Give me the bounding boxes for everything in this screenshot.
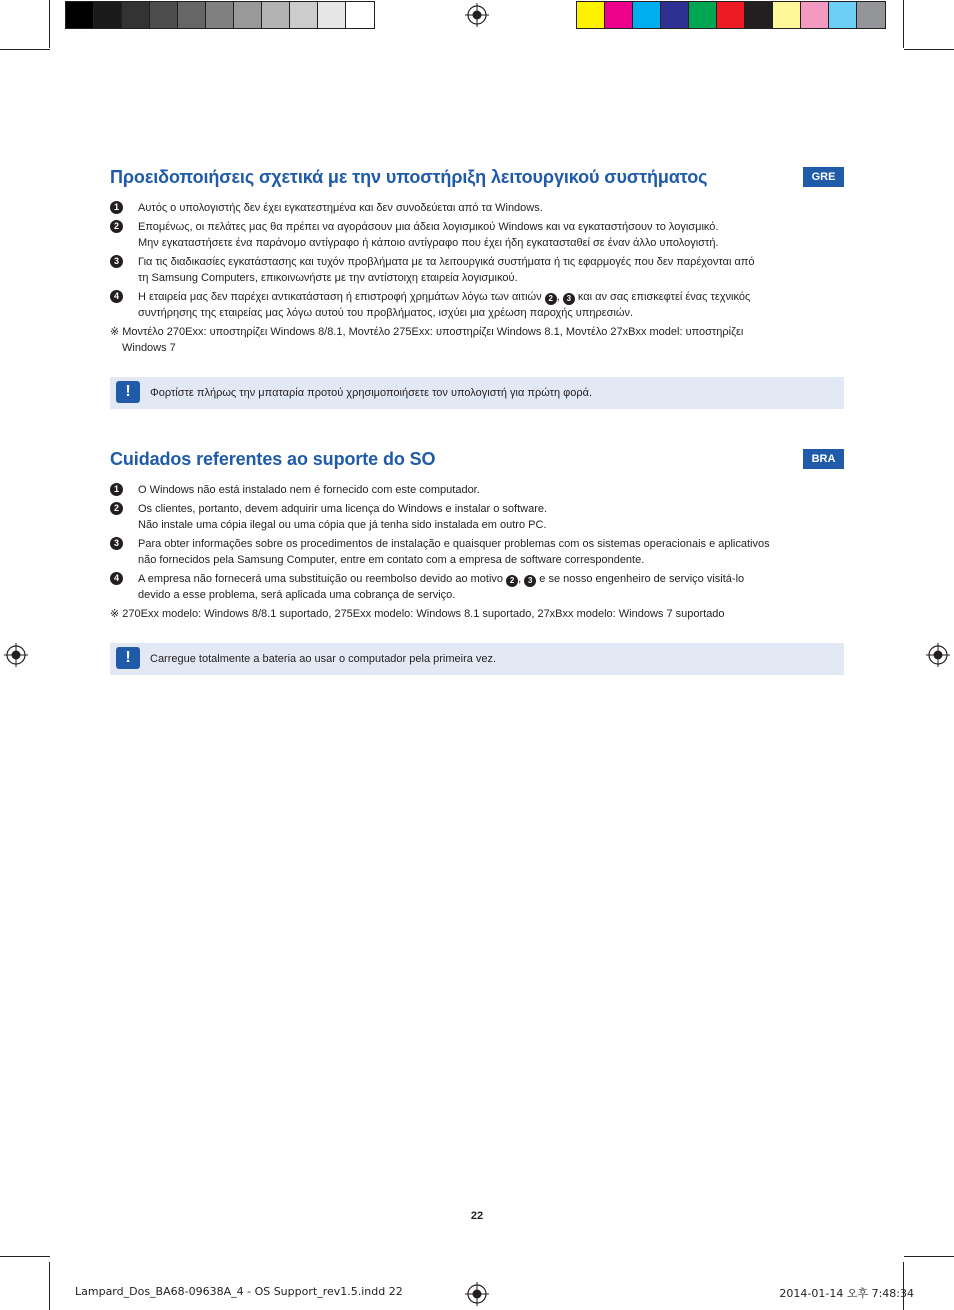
file-slug: Lampard_Dos_BA68-09638A_4 - OS Support_rev1.5.indd 22 <box>75 1285 403 1298</box>
inline-number: 3 <box>563 293 575 305</box>
section-title: Cuidados referentes ao suporte do SO <box>110 449 436 469</box>
separator: , <box>556 291 560 303</box>
color-swatch <box>745 2 773 28</box>
item-text-post: e se nosso engenheiro de serviço visitá-lo <box>539 573 745 585</box>
note-text: ※ 270Exx modelo: Windows 8/8.1 suportado, 275Exx modelo: Windows 8.1 suportado, 27xBxx modelo: Windows 7 suportado <box>110 608 725 620</box>
page-number: 22 <box>470 1210 484 1222</box>
notice-callout <box>110 643 844 675</box>
gray-swatch <box>94 2 122 28</box>
model-note <box>110 606 844 622</box>
item-text-pre: A empresa não fornecerá uma substituição ou reembolso devido ao motivo <box>138 573 504 585</box>
color-swatch <box>633 2 661 28</box>
crop-mark <box>49 1262 50 1310</box>
item-text: devido a esse problema, será aplicada uma cobrança de serviço. <box>138 589 456 601</box>
inline-number: 3 <box>524 575 536 587</box>
item-number-4: 4 <box>110 572 123 585</box>
color-swatch <box>829 2 857 28</box>
item-number-3: 3 <box>110 255 123 268</box>
item-text: Για τις διαδικασίες εγκατάστασης και τυχόν προβλήματα με τα λειτουργικά συστήματα ή τις εφαρμογές που δεν παρέχονται από <box>138 256 755 268</box>
inline-number: 2 <box>506 575 518 587</box>
gray-swatch <box>122 2 150 28</box>
callout-text: Φορτίστε πλήρως την μπαταρία προτού χρησιμοποιήσετε τον υπολογιστή για πρώτη φορά. <box>150 387 593 399</box>
crop-mark <box>904 49 954 50</box>
separator: , <box>518 573 522 585</box>
item-number-2: 2 <box>110 220 123 233</box>
list-item <box>110 501 844 533</box>
item-text-pre: Η εταιρεία μας δεν παρέχει αντικατάσταση ή επιστροφή χρημάτων λόγω των αιτιών <box>138 291 542 303</box>
item-text: não fornecidos pela Samsung Computer, entre em contato com a empresa de software correspondente. <box>138 554 645 566</box>
gray-swatch <box>346 2 374 28</box>
item-text <box>138 571 844 587</box>
language-badge: BRA <box>803 449 844 469</box>
list-item <box>110 571 844 603</box>
numbered-list <box>110 482 844 622</box>
item-text <box>138 289 844 305</box>
item-text: Αυτός ο υπολογιστής δεν έχει εγκατεστημένα και δεν συνοδεύεται από τα Windows. <box>138 202 543 214</box>
item-text: O Windows não está instalado nem é fornecido com este computador. <box>138 484 480 496</box>
date-slug: 2014-01-14 오후 7:48:34 <box>779 1287 914 1300</box>
list-item <box>110 536 844 568</box>
gray-swatch <box>318 2 346 28</box>
registration-mark-icon <box>465 3 489 27</box>
gray-swatch <box>262 2 290 28</box>
note-text: ※ Μοντέλο 270Exx: υποστηρίζει Windows 8/8.1, Μοντέλο 275Exx: υποστηρίζει Windows 8.1, Μοντέλο 27xBxx model: υποστηρίζει <box>110 326 744 338</box>
item-text-post: και αν σας επισκεφτεί ένας τεχνικός <box>577 291 751 303</box>
item-text: Επομένως, οι πελάτες μας θα πρέπει να αγοράσουν μια άδεια λογισμικού Windows και να εγκαταστήσουν το λογισμικό. <box>138 221 719 233</box>
gray-swatch <box>234 2 262 28</box>
list-item <box>110 254 844 286</box>
list-item <box>110 200 844 216</box>
item-text: Para obter informações sobre os procedimentos de instalação e quaisquer problemas com os sistemas operacionais e aplicativos <box>138 538 770 550</box>
item-number-2: 2 <box>110 502 123 515</box>
exclamation-icon: ! <box>116 381 140 403</box>
item-text: Os clientes, portanto, devem adquirir uma licença do Windows e instalar o software. <box>138 503 548 515</box>
color-swatch <box>689 2 717 28</box>
gray-swatch <box>178 2 206 28</box>
color-swatch <box>857 2 885 28</box>
color-swatch <box>661 2 689 28</box>
color-swatch <box>717 2 745 28</box>
color-swatch <box>773 2 801 28</box>
color-swatch <box>605 2 633 28</box>
section-portuguese <box>110 449 844 679</box>
item-number-3: 3 <box>110 537 123 550</box>
item-text: Μην εγκαταστήσετε ένα παράνομο αντίγραφο ή κάποιο αντίγραφο που έχει ήδη εγκατασταθεί σε έναν άλλο υπολογιστή. <box>138 237 719 249</box>
inline-number: 2 <box>545 293 557 305</box>
registration-mark-icon <box>4 643 28 667</box>
callout-text: Carregue totalmente a bateria ao usar o computador pela primeira vez. <box>150 653 497 665</box>
item-number-4: 4 <box>110 290 123 303</box>
crop-mark <box>903 0 904 48</box>
section-title: Προειδοποιήσεις σχετικά με την υποστήριξη λειτουργικού συστήματος <box>110 167 708 187</box>
numbered-list <box>110 200 844 356</box>
note-text: Windows 7 <box>122 342 176 354</box>
crop-mark <box>904 1256 954 1257</box>
exclamation-icon: ! <box>116 647 140 669</box>
list-item <box>110 219 844 251</box>
item-number-1: 1 <box>110 201 123 214</box>
list-item <box>110 482 844 498</box>
registration-mark-icon <box>926 643 950 667</box>
notice-callout <box>110 377 844 409</box>
gray-color-bar <box>65 1 375 29</box>
item-text: Não instale uma cópia ilegal ou uma cópia que já tenha sido instalada em outro PC. <box>138 519 547 531</box>
process-color-bar <box>576 1 886 29</box>
color-swatch <box>577 2 605 28</box>
crop-mark <box>49 0 50 48</box>
list-item <box>110 289 844 321</box>
section-greek <box>110 167 844 412</box>
gray-swatch <box>206 2 234 28</box>
item-number-1: 1 <box>110 483 123 496</box>
gray-swatch <box>290 2 318 28</box>
language-badge: GRE <box>803 167 844 187</box>
crop-mark <box>0 49 50 50</box>
item-text: τη Samsung Computers, επικοινωνήστε με την αντίστοιχη εταιρεία λογισμικού. <box>138 272 518 284</box>
crop-mark <box>0 1256 50 1257</box>
item-text: συντήρησης της εταιρείας μας λόγω αυτού του προβλήματος, ισχύει μια χρέωση παροχής υπηρεσιών. <box>138 307 634 319</box>
gray-swatch <box>66 2 94 28</box>
color-swatch <box>801 2 829 28</box>
gray-swatch <box>150 2 178 28</box>
registration-mark-icon <box>465 1282 489 1306</box>
model-note <box>110 324 844 356</box>
